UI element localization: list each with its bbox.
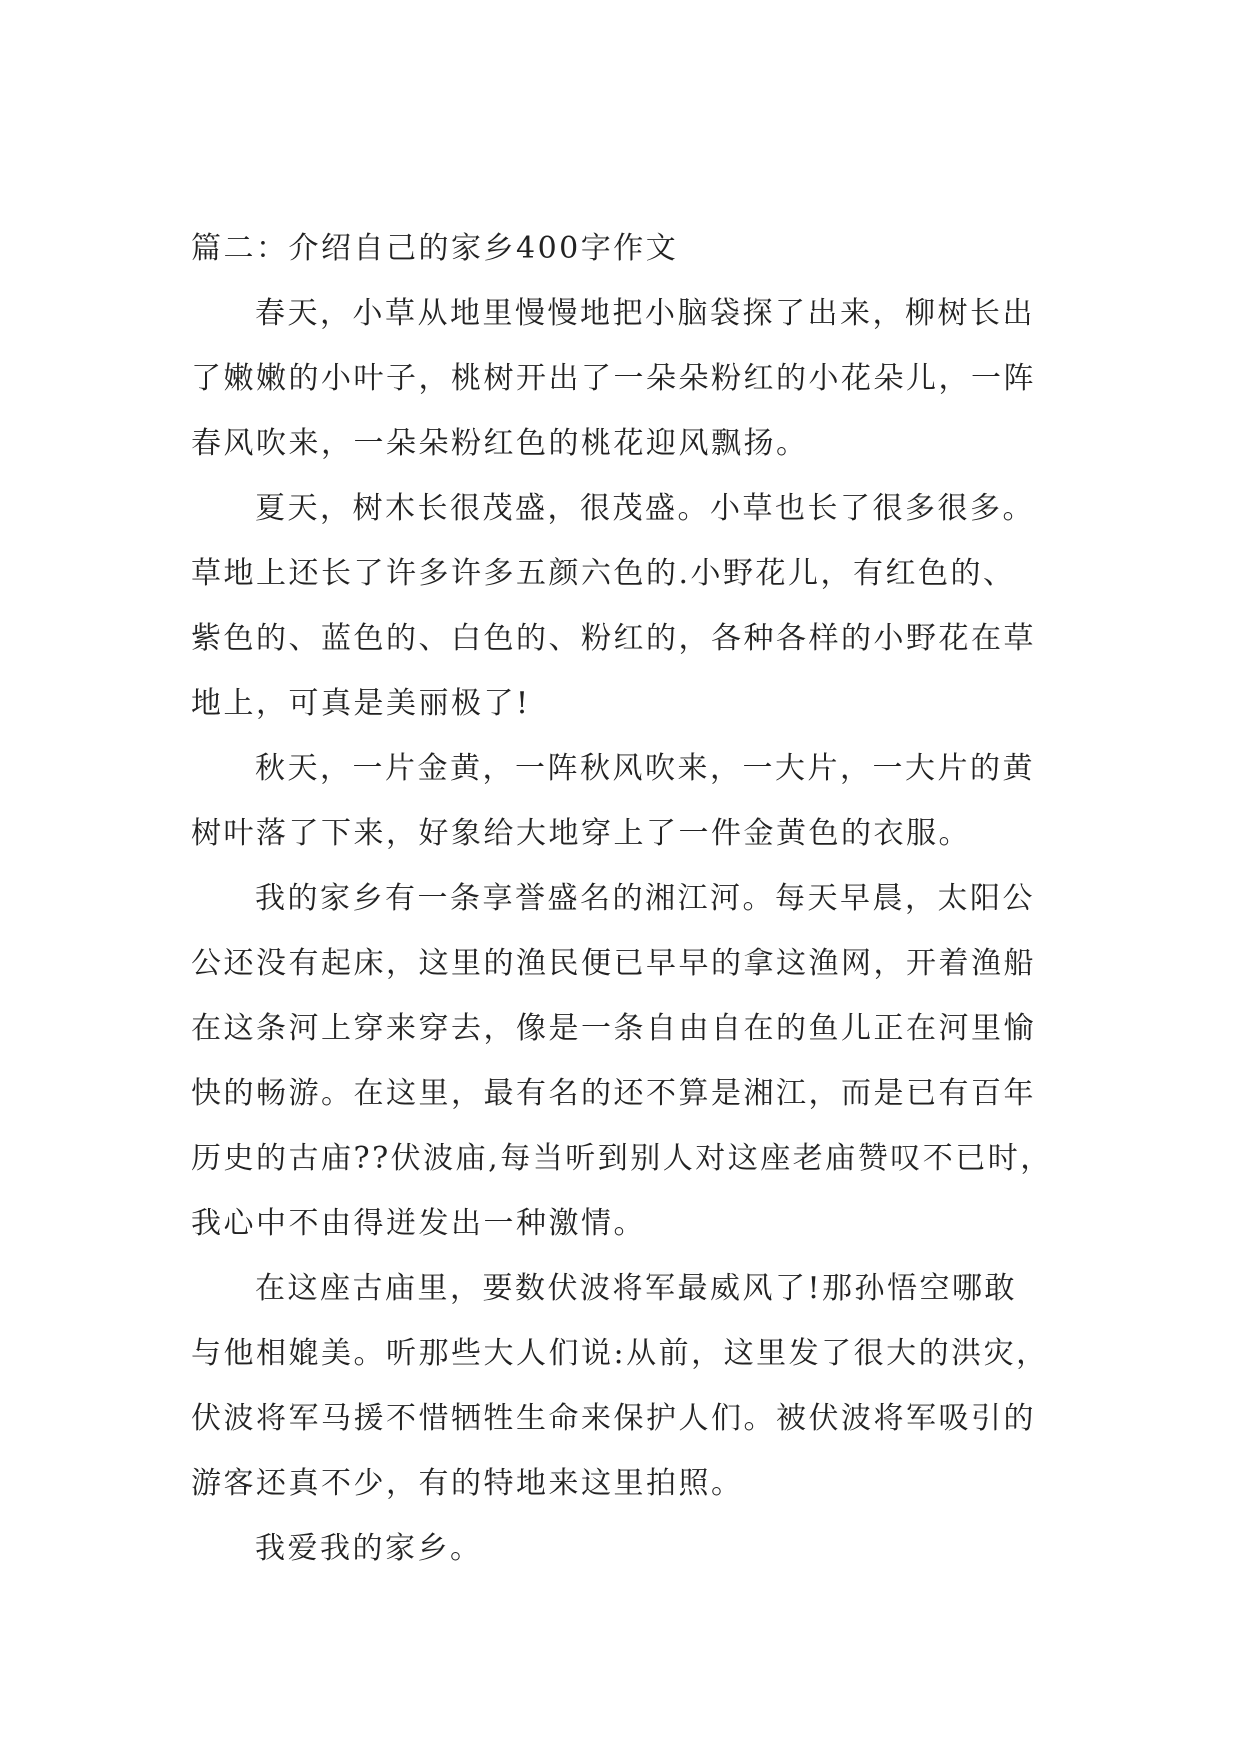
essay-title: 篇二：介绍自己的家乡400字作文: [191, 231, 679, 266]
text-line: 伏波将军马援不惜牺牲生命来保护人们。被伏波将军吸引的: [191, 1401, 1036, 1436]
text-line: 了嫩嫩的小叶子，桃树开出了一朵朵粉红的小花朵儿，一阵: [191, 361, 1036, 396]
text-line: 快的畅游。在这里，最有名的还不算是湘江，而是已有百年: [191, 1076, 1036, 1111]
text-line: 树叶落了下来，好象给大地穿上了一件金黄色的衣服。: [191, 816, 971, 851]
text-line: 地上，可真是美丽极了!: [191, 686, 531, 721]
text-line: 我爱我的家乡。: [255, 1531, 483, 1566]
text-line: 游客还真不少，有的特地来这里拍照。: [191, 1466, 744, 1501]
text-line: 与他相媲美。听那些大人们说:从前，这里发了很大的洪灾，: [191, 1336, 1049, 1371]
text-line: 秋天，一片金黄，一阵秋风吹来，一大片，一大片的黄: [255, 751, 1035, 786]
text-line: 春风吹来，一朵朵粉红色的桃花迎风飘扬。: [191, 426, 809, 461]
text-line: 公还没有起床，这里的渔民便已早早的拿这渔网，开着渔船: [191, 946, 1036, 981]
text-line: 春天，小草从地里慢慢地把小脑袋探了出来，柳树长出: [255, 296, 1035, 331]
text-line: 在这座古庙里，要数伏波将军最威风了!那孙悟空哪敢: [255, 1271, 1018, 1306]
text-line: 在这条河上穿来穿去，像是一条自由自在的鱼儿正在河里愉: [191, 1011, 1036, 1046]
text-line: 紫色的、蓝色的、白色的、粉红的，各种各样的小野花在草: [191, 621, 1036, 656]
text-line: 我心中不由得迸发出一种激情。: [191, 1206, 646, 1241]
text-line: 夏天，树木长很茂盛，很茂盛。小草也长了很多很多。: [255, 491, 1035, 526]
essay-body: [191, 216, 1061, 1581]
text-line: 历史的古庙??伏波庙,每当听到别人对这座老庙赞叹不已时，: [191, 1141, 1053, 1176]
text-line: 草地上还长了许多许多五颜六色的.小野花儿，有红色的、: [191, 556, 1016, 591]
text-line: 我的家乡有一条享誉盛名的湘江河。每天早晨，太阳公: [255, 881, 1035, 916]
